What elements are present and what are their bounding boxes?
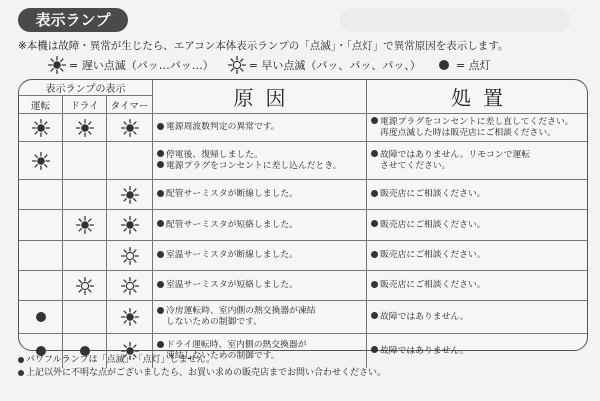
cause-header: 原因 bbox=[153, 80, 367, 114]
run-lamp-cell bbox=[19, 271, 63, 301]
bullet-icon bbox=[157, 281, 164, 288]
bullet-icon bbox=[371, 281, 378, 288]
cause-line bbox=[157, 122, 280, 133]
bullet-icon bbox=[157, 150, 164, 157]
cause-line-text: 電源周波数判定の異常です。 bbox=[166, 122, 280, 132]
slow-blink-lamp-icon bbox=[121, 186, 139, 204]
bullet-icon bbox=[371, 251, 378, 258]
footer-note-2 bbox=[18, 365, 386, 378]
cause-line bbox=[157, 150, 342, 161]
dry-lamp-cell bbox=[63, 271, 107, 301]
cause-line-text: 停電後、復帰しました。 bbox=[166, 149, 263, 160]
bullet-icon bbox=[371, 312, 378, 319]
slow-blink-lamp-icon bbox=[121, 308, 139, 326]
action-line bbox=[371, 250, 486, 261]
action-header: 処置 bbox=[367, 80, 587, 114]
cause-cell bbox=[153, 241, 367, 271]
bullet-icon bbox=[18, 370, 24, 376]
action-line bbox=[371, 220, 486, 231]
timer-lamp-cell bbox=[107, 210, 153, 241]
slow-blink-lamp-icon bbox=[32, 119, 50, 137]
action-text bbox=[371, 250, 486, 261]
cause-text bbox=[157, 122, 280, 133]
cause-cell bbox=[153, 210, 367, 241]
timer-lamp-cell bbox=[107, 114, 153, 142]
timer-lamp-cell bbox=[107, 271, 153, 301]
action-text bbox=[371, 280, 486, 291]
action-line bbox=[371, 150, 530, 161]
action-line-text: 販売店にご相談ください。 bbox=[380, 280, 486, 290]
action-line bbox=[371, 189, 486, 200]
action-line-text: 販売店にご相談ください。 bbox=[380, 219, 486, 230]
bullet-icon bbox=[157, 190, 164, 197]
cause-text bbox=[157, 306, 316, 328]
dry-lamp-cell bbox=[63, 210, 107, 241]
timer-lamp-cell bbox=[107, 241, 153, 271]
timer-column-header: タイマー bbox=[107, 96, 153, 114]
timer-lamp-cell bbox=[107, 301, 153, 334]
legend-slow-label: = 遅い点滅（パッ…パッ…） bbox=[69, 59, 214, 72]
cause-line-text: しないための制御です。 bbox=[166, 317, 263, 327]
lamp-header: 表示ランプの表示 bbox=[19, 80, 153, 96]
action-text bbox=[371, 220, 486, 231]
cause-line-text: 冷房運転時、室内側の熱交換器が凍結 bbox=[166, 306, 316, 316]
slow-blink-lamp-icon bbox=[32, 152, 50, 170]
action-line bbox=[371, 161, 530, 172]
action-cell bbox=[367, 142, 587, 180]
cause-cell bbox=[153, 114, 367, 142]
fast-blink-lamp-icon bbox=[76, 277, 94, 295]
lamp-on-icon bbox=[435, 56, 453, 74]
cause-line bbox=[157, 250, 298, 261]
action-line bbox=[371, 128, 574, 139]
dry-lamp-cell bbox=[63, 241, 107, 271]
footer-note-1-text: パワフルランプは「点滅」・「点灯」しません。 bbox=[26, 355, 216, 365]
fast-blink-lamp-icon bbox=[121, 247, 139, 265]
action-line bbox=[371, 117, 574, 128]
action-cell bbox=[367, 334, 587, 368]
cause-cell bbox=[153, 142, 367, 180]
bullet-icon bbox=[371, 346, 378, 353]
cause-line-text: 配管サーミスタが断線しました。 bbox=[166, 189, 298, 199]
cause-line bbox=[157, 306, 316, 317]
legend-fast bbox=[228, 56, 421, 74]
cause-line-text: ドライ運転時、室内側の熱交換器が bbox=[166, 340, 307, 350]
action-line-text: 電源プラグをコンセントに差し直してください。 bbox=[380, 116, 574, 127]
action-line-text: させてください。 bbox=[380, 160, 451, 171]
bullet-icon bbox=[157, 307, 164, 314]
section-title: 表示ランプ bbox=[18, 8, 128, 32]
slow-blink-lamp-icon bbox=[48, 56, 66, 74]
action-line-text: 販売店にご相談ください。 bbox=[380, 250, 486, 260]
lamp-on-icon bbox=[32, 308, 50, 326]
intro-note: ※本機は故障・異常が生じたら、エアコン本体表示ランプの「点滅」・「点灯」で異常原因を表示します。 bbox=[18, 40, 509, 52]
action-line-text: 故障ではありません。 bbox=[380, 345, 469, 356]
action-cell bbox=[367, 180, 587, 210]
legend bbox=[48, 55, 588, 75]
run-lamp-cell bbox=[19, 241, 63, 271]
action-text bbox=[371, 117, 574, 139]
fast-blink-lamp-icon bbox=[228, 56, 246, 74]
fast-blink-lamp-icon bbox=[121, 277, 139, 295]
run-lamp-cell bbox=[19, 301, 63, 334]
slow-blink-lamp-icon bbox=[76, 216, 94, 234]
cause-line bbox=[157, 161, 342, 172]
action-text bbox=[371, 189, 486, 200]
legend-slow bbox=[48, 56, 214, 74]
cause-cell bbox=[153, 271, 367, 301]
run-lamp-cell bbox=[19, 210, 63, 241]
action-cell bbox=[367, 301, 587, 334]
cause-cell bbox=[153, 180, 367, 210]
cause-line-text: 電源プラグをコンセントに差し込んだとき。 bbox=[166, 160, 342, 171]
cause-text bbox=[157, 220, 298, 231]
action-text bbox=[371, 312, 469, 323]
dry-lamp-cell bbox=[63, 180, 107, 210]
cause-text bbox=[157, 150, 342, 172]
run-lamp-cell bbox=[19, 142, 63, 180]
dry-lamp-cell bbox=[63, 142, 107, 180]
cause-cell bbox=[153, 301, 367, 334]
action-line bbox=[371, 312, 469, 323]
cause-line-text: 室温サーミスタが短絡しました。 bbox=[166, 280, 298, 290]
timer-lamp-cell bbox=[107, 142, 153, 180]
bullet-icon bbox=[157, 341, 164, 348]
table-grid bbox=[19, 80, 587, 368]
action-cell bbox=[367, 210, 587, 241]
legend-on-label: = 点灯 bbox=[455, 59, 491, 72]
bullet-icon bbox=[371, 190, 378, 197]
slow-blink-lamp-icon bbox=[121, 119, 139, 137]
cause-text bbox=[157, 250, 298, 261]
cause-line bbox=[157, 220, 298, 231]
dry-column-header: ドライ bbox=[63, 96, 107, 114]
dry-lamp-cell bbox=[63, 301, 107, 334]
cause-line bbox=[157, 280, 298, 291]
bullet-icon bbox=[157, 161, 164, 168]
legend-on bbox=[435, 56, 491, 74]
legend-fast-label: = 早い点滅（パッ、パッ、パッ、） bbox=[248, 59, 421, 72]
faded-header-decoration bbox=[340, 8, 570, 32]
action-line bbox=[371, 280, 486, 291]
run-lamp-cell bbox=[19, 114, 63, 142]
cause-line-text: 配管サーミスタが短絡しました。 bbox=[166, 219, 298, 230]
action-line-text: 故障ではありません。リモコンで運転 bbox=[380, 149, 531, 160]
bullet-icon bbox=[371, 117, 378, 124]
cause-line-text: 凍結しないための制御です。 bbox=[166, 351, 280, 361]
cause-line-text: 室温サーミスタが断線しました。 bbox=[166, 250, 298, 260]
cause-line bbox=[157, 340, 307, 351]
cause-text bbox=[157, 280, 298, 291]
bullet-icon bbox=[157, 251, 164, 258]
run-lamp-cell bbox=[19, 180, 63, 210]
action-line-text: 故障ではありません。 bbox=[380, 311, 469, 322]
cause-text bbox=[157, 189, 298, 200]
action-cell bbox=[367, 241, 587, 271]
action-line-text: 販売店にご相談ください。 bbox=[380, 189, 486, 199]
footer-note-2-text: 上記以外に不明な点がございましたら、お買い求めの販売店までお問い合わせください。 bbox=[26, 368, 387, 378]
action-cell bbox=[367, 114, 587, 142]
bullet-icon bbox=[157, 220, 164, 227]
bullet-icon bbox=[18, 357, 24, 363]
bullet-icon bbox=[157, 123, 164, 130]
action-line bbox=[371, 346, 469, 357]
dry-lamp-cell bbox=[63, 114, 107, 142]
bullet-icon bbox=[371, 220, 378, 227]
cause-line bbox=[157, 189, 298, 200]
footer-note-1 bbox=[18, 352, 215, 365]
bullet-icon bbox=[371, 150, 378, 157]
action-text bbox=[371, 150, 530, 172]
slow-blink-lamp-icon bbox=[121, 216, 139, 234]
run-column-header: 運転 bbox=[19, 96, 63, 114]
action-text bbox=[371, 346, 469, 357]
action-line-text: 再度点滅した時は販売店にご相談ください。 bbox=[380, 127, 556, 138]
timer-lamp-cell bbox=[107, 180, 153, 210]
cause-line bbox=[157, 317, 316, 328]
slow-blink-lamp-icon bbox=[76, 119, 94, 137]
action-cell bbox=[367, 271, 587, 301]
